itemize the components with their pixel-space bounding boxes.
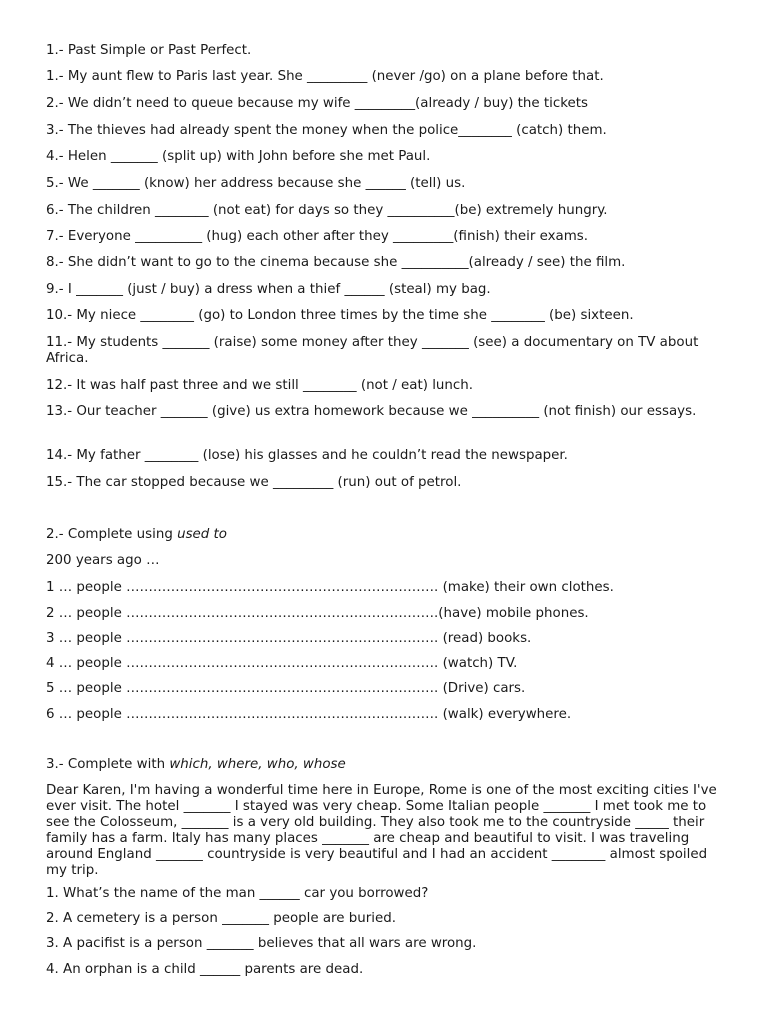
section-3-title-italic: which, where, who, whose [169,757,346,772]
exercise-item: 6.- The children ________ (not eat) for days so they __________(be) extremely hungry. [46,203,608,218]
exercise-item: 14.- My father ________ (lose) his glasses and he couldn’t read the newspaper. [46,448,568,463]
exercise-item: 5.- We _______ (know) her address because she ______ (tell) us. [46,176,466,191]
exercise-item: 1. What’s the name of the man ______ car you borrowed? [46,886,429,901]
exercise-item: 10.- My niece ________ (go) to London three times by the time she ________ (be) sixteen. [46,308,634,323]
section-2-intro: 200 years ago … [46,553,160,568]
exercise-item: 3 … people ……………………………………………………………. (read) books. [46,631,532,646]
section-2-title [46,527,722,543]
letter-paragraph: Dear Karen, I'm having a wonderful time here in Europe, Rome is one of the most exciting cities I've ever visit. The hotel _______ I stayed was very cheap. Some Italian people _______ I met took me to see the Colosseum, _______ is a very old building. They also took me to the countryside _____ their family has a farm. Italy has many places _______ are cheap and beautiful to visit. I was traveling around England _______ countryside is very beautiful and I had an accident ________ almost spoiled my trip. [46,783,717,878]
exercise-item: 2 … people …………………………………………………………….(have) mobile phones. [46,606,589,621]
section-3-title [46,757,722,773]
exercise-item: 4 … people ……………………………………………………………. (watch) TV. [46,656,518,671]
exercise-item: 5 … people ……………………………………………………………. (Drive) cars. [46,681,526,696]
exercise-item: 3.- The thieves had already spent the money when the police________ (catch) them. [46,123,607,138]
exercise-item: 9.- I _______ (just / buy) a dress when a thief ______ (steal) my bag. [46,282,491,297]
exercise-item: 3. A pacifist is a person _______ believes that all wars are wrong. [46,936,477,951]
exercise-item: 11.- My students _______ (raise) some money after they _______ (see) a documentary on TV about Africa. [46,335,699,366]
exercise-item: 6 … people ……………………………………………………………. (walk) everywhere. [46,707,572,722]
exercise-item: 15.- The car stopped because we _________ (run) out of petrol. [46,475,462,490]
exercise-item: 1 … people ……………………………………………………………. (make) their own clothes. [46,580,614,595]
exercise-item: 13.- Our teacher _______ (give) us extra homework because we __________ (not finish) our essays. [46,404,697,419]
exercise-item: 2.- We didn’t need to queue because my wife _________(already / buy) the tickets [46,96,588,111]
section-3-title-prefix: 3.- Complete with [46,757,170,772]
exercise-item: 4.- Helen _______ (split up) with John before she met Paul. [46,149,431,164]
exercise-item: 7.- Everyone __________ (hug) each other after they _________(finish) their exams. [46,229,588,244]
section-1-title: 1.- Past Simple or Past Perfect. [46,43,252,58]
exercise-item: 2. A cemetery is a person _______ people are buried. [46,911,396,926]
exercise-item: 8.- She didn’t want to go to the cinema because she __________(already / see) the film. [46,255,626,270]
exercise-item: 12.- It was half past three and we still ________ (not / eat) lunch. [46,378,473,393]
exercise-item: 1.- My aunt flew to Paris last year. She _________ (never /go) on a plane before that. [46,69,604,84]
exercise-item: 4. An orphan is a child ______ parents are dead. [46,962,364,977]
section-2-title-prefix: 2.- Complete using [46,527,178,542]
section-2-title-italic: used to [177,527,227,542]
